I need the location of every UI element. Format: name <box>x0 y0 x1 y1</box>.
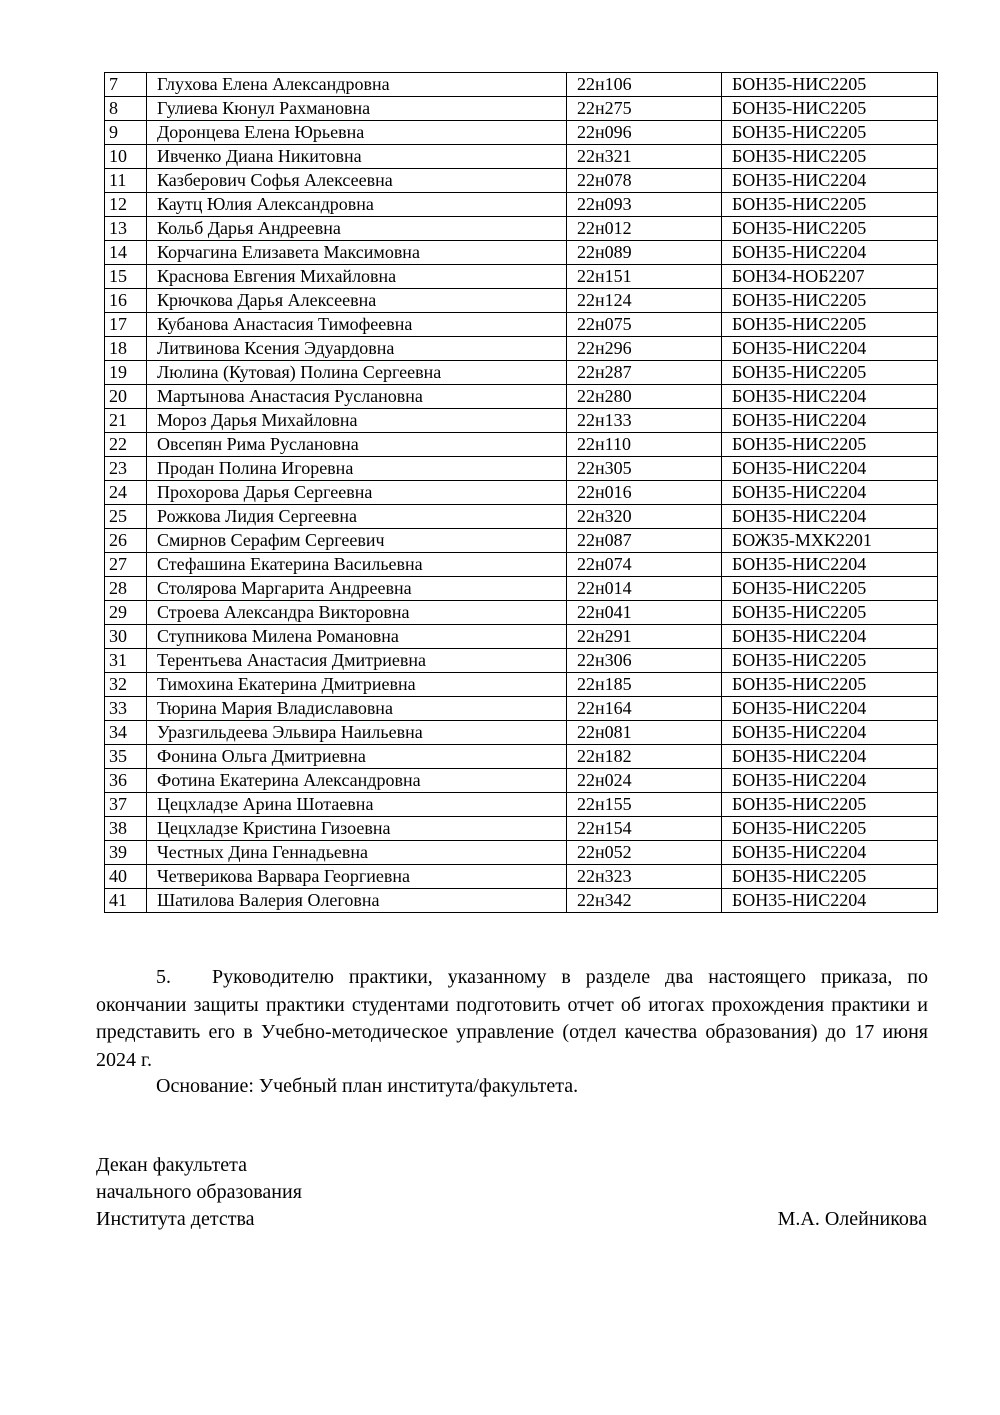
student-name: Строева Александра Викторовна <box>147 601 567 625</box>
student-id: 22н306 <box>567 649 722 673</box>
student-group: БОН35-НИС2204 <box>722 889 938 913</box>
row-number: 9 <box>105 121 147 145</box>
row-number: 26 <box>105 529 147 553</box>
student-name: Прохорова Дарья Сергеевна <box>147 481 567 505</box>
row-number: 10 <box>105 145 147 169</box>
signature-position-line-3: Института детства <box>96 1208 255 1230</box>
row-number: 39 <box>105 841 147 865</box>
student-group: БОН35-НИС2205 <box>722 289 938 313</box>
student-name: Гулиева Кюнул Рахмановна <box>147 97 567 121</box>
table-row <box>105 265 938 289</box>
table-row <box>105 121 938 145</box>
row-number: 13 <box>105 217 147 241</box>
student-group: БОН35-НИС2205 <box>722 73 938 97</box>
paragraph-5 <box>96 964 928 1074</box>
student-group: БОН35-НИС2205 <box>722 97 938 121</box>
row-number: 40 <box>105 865 147 889</box>
student-id: 22н078 <box>567 169 722 193</box>
student-id: 22н275 <box>567 97 722 121</box>
student-id: 22н287 <box>567 361 722 385</box>
student-id: 22н323 <box>567 865 722 889</box>
student-name: Казберович Софья Алексеевна <box>147 169 567 193</box>
table-row <box>105 601 938 625</box>
student-name: Тюрина Мария Владиславовна <box>147 697 567 721</box>
student-id: 22н089 <box>567 241 722 265</box>
table-row <box>105 745 938 769</box>
student-group: БОН35-НИС2205 <box>722 601 938 625</box>
table-row <box>105 337 938 361</box>
row-number: 36 <box>105 769 147 793</box>
row-number: 30 <box>105 625 147 649</box>
row-number: 8 <box>105 97 147 121</box>
table-row <box>105 241 938 265</box>
row-number: 12 <box>105 193 147 217</box>
student-name: Тимохина Екатерина Дмитриевна <box>147 673 567 697</box>
student-id: 22н087 <box>567 529 722 553</box>
row-number: 24 <box>105 481 147 505</box>
student-group: БОН35-НИС2204 <box>722 697 938 721</box>
student-id: 22н291 <box>567 625 722 649</box>
student-group: БОН35-НИС2205 <box>722 817 938 841</box>
row-number: 20 <box>105 385 147 409</box>
student-group: БОН35-НИС2204 <box>722 169 938 193</box>
row-number: 29 <box>105 601 147 625</box>
table-row <box>105 145 938 169</box>
student-id: 22н093 <box>567 193 722 217</box>
table-row <box>105 889 938 913</box>
student-name: Литвинова Ксения Эдуардовна <box>147 337 567 361</box>
student-name: Овсепян Рима Руслановна <box>147 433 567 457</box>
student-id: 22н012 <box>567 217 722 241</box>
student-group: БОН35-НИС2205 <box>722 793 938 817</box>
student-group: БОН35-НИС2205 <box>722 121 938 145</box>
student-name: Цецхладзе Арина Шотаевна <box>147 793 567 817</box>
table-row <box>105 697 938 721</box>
student-group: БОН35-НИС2205 <box>722 361 938 385</box>
student-group: БОН35-НИС2204 <box>722 241 938 265</box>
student-id: 22н185 <box>567 673 722 697</box>
student-name: Столярова Маргарита Андреевна <box>147 577 567 601</box>
student-id: 22н081 <box>567 721 722 745</box>
student-group: БОН35-НИС2205 <box>722 649 938 673</box>
student-group: БОН35-НИС2204 <box>722 505 938 529</box>
student-name: Шатилова Валерия Олеговна <box>147 889 567 913</box>
table-row <box>105 385 938 409</box>
row-number: 23 <box>105 457 147 481</box>
student-group: БОН35-НИС2205 <box>722 313 938 337</box>
row-number: 28 <box>105 577 147 601</box>
row-number: 25 <box>105 505 147 529</box>
student-id: 22н155 <box>567 793 722 817</box>
student-name: Честных Дина Геннадьевна <box>147 841 567 865</box>
row-number: 34 <box>105 721 147 745</box>
table-row <box>105 481 938 505</box>
student-group: БОН35-НИС2204 <box>722 841 938 865</box>
student-group: БОН35-НИС2205 <box>722 145 938 169</box>
table-row <box>105 457 938 481</box>
student-group: БОН35-НИС2204 <box>722 553 938 577</box>
table-row <box>105 289 938 313</box>
student-name: Корчагина Елизавета Максимовна <box>147 241 567 265</box>
signature-position-line-2: начального образования <box>96 1181 302 1203</box>
student-name: Кольб Дарья Андреевна <box>147 217 567 241</box>
student-id: 22н305 <box>567 457 722 481</box>
student-name: Краснова Евгения Михайловна <box>147 265 567 289</box>
student-id: 22н342 <box>567 889 722 913</box>
student-id: 22н075 <box>567 313 722 337</box>
student-name: Смирнов Серафим Сергеевич <box>147 529 567 553</box>
student-group: БОН35-НИС2204 <box>722 481 938 505</box>
row-number: 18 <box>105 337 147 361</box>
table-row <box>105 673 938 697</box>
student-name: Каутц Юлия Александровна <box>147 193 567 217</box>
student-group: БОН35-НИС2205 <box>722 193 938 217</box>
table-row <box>105 841 938 865</box>
student-name: Продан Полина Игоревна <box>147 457 567 481</box>
student-name: Фотина Екатерина Александровна <box>147 769 567 793</box>
student-name: Четверикова Варвара Георгиевна <box>147 865 567 889</box>
student-id: 22н096 <box>567 121 722 145</box>
student-name: Рожкова Лидия Сергеевна <box>147 505 567 529</box>
table-row <box>105 169 938 193</box>
student-name: Мороз Дарья Михайловна <box>147 409 567 433</box>
student-group: БОН35-НИС2204 <box>722 409 938 433</box>
row-number: 38 <box>105 817 147 841</box>
signer-name: М.А. Олейникова <box>777 1208 927 1230</box>
student-name: Кубанова Анастасия Тимофеевна <box>147 313 567 337</box>
student-id: 22н110 <box>567 433 722 457</box>
table-row <box>105 793 938 817</box>
students-table-body <box>105 73 938 913</box>
student-name: Люлина (Кутовая) Полина Сергеевна <box>147 361 567 385</box>
student-group: БОН35-НИС2205 <box>722 577 938 601</box>
table-row <box>105 553 938 577</box>
student-id: 22н321 <box>567 145 722 169</box>
table-row <box>105 865 938 889</box>
student-name: Стефашина Екатерина Васильевна <box>147 553 567 577</box>
student-name: Ступникова Милена Романовна <box>147 625 567 649</box>
student-group: БОН35-НИС2204 <box>722 769 938 793</box>
table-row <box>105 73 938 97</box>
student-group: БОН34-НОБ2207 <box>722 265 938 289</box>
row-number: 15 <box>105 265 147 289</box>
student-group: БОН35-НИС2205 <box>722 217 938 241</box>
student-group: БОН35-НИС2204 <box>722 457 938 481</box>
student-name: Крючкова Дарья Алексеевна <box>147 289 567 313</box>
student-id: 22н024 <box>567 769 722 793</box>
table-row <box>105 769 938 793</box>
row-number: 31 <box>105 649 147 673</box>
row-number: 14 <box>105 241 147 265</box>
row-number: 41 <box>105 889 147 913</box>
student-group: БОН35-НИС2205 <box>722 433 938 457</box>
row-number: 33 <box>105 697 147 721</box>
student-id: 22н041 <box>567 601 722 625</box>
student-id: 22н124 <box>567 289 722 313</box>
student-id: 22н280 <box>567 385 722 409</box>
student-id: 22н016 <box>567 481 722 505</box>
row-number: 27 <box>105 553 147 577</box>
table-row <box>105 721 938 745</box>
table-row <box>105 505 938 529</box>
table-row <box>105 577 938 601</box>
student-id: 22н052 <box>567 841 722 865</box>
student-id: 22н106 <box>567 73 722 97</box>
table-row <box>105 649 938 673</box>
row-number: 11 <box>105 169 147 193</box>
row-number: 35 <box>105 745 147 769</box>
student-group: БОЖ35-МХК2201 <box>722 529 938 553</box>
student-id: 22н133 <box>567 409 722 433</box>
table-row <box>105 625 938 649</box>
student-id: 22н074 <box>567 553 722 577</box>
row-number: 16 <box>105 289 147 313</box>
row-number: 32 <box>105 673 147 697</box>
students-table <box>104 72 938 913</box>
student-group: БОН35-НИС2204 <box>722 337 938 361</box>
row-number: 21 <box>105 409 147 433</box>
student-id: 22н014 <box>567 577 722 601</box>
student-group: БОН35-НИС2204 <box>722 385 938 409</box>
row-number: 7 <box>105 73 147 97</box>
row-number: 22 <box>105 433 147 457</box>
student-group: БОН35-НИС2204 <box>722 721 938 745</box>
student-name: Уразгильдеева Эльвира Наильевна <box>147 721 567 745</box>
student-group: БОН35-НИС2204 <box>722 745 938 769</box>
table-row <box>105 409 938 433</box>
student-id: 22н296 <box>567 337 722 361</box>
row-number: 19 <box>105 361 147 385</box>
row-number: 37 <box>105 793 147 817</box>
student-name: Фонина Ольга Дмитриевна <box>147 745 567 769</box>
table-row <box>105 361 938 385</box>
table-row <box>105 97 938 121</box>
student-name: Глухова Елена Александровна <box>147 73 567 97</box>
student-group: БОН35-НИС2205 <box>722 673 938 697</box>
paragraph-number: 5. <box>156 966 171 988</box>
student-group: БОН35-НИС2205 <box>722 865 938 889</box>
table-row <box>105 433 938 457</box>
student-id: 22н182 <box>567 745 722 769</box>
signature-block <box>96 1152 302 1233</box>
student-id: 22н164 <box>567 697 722 721</box>
student-id: 22н154 <box>567 817 722 841</box>
row-number: 17 <box>105 313 147 337</box>
student-group: БОН35-НИС2204 <box>722 625 938 649</box>
basis-line: Основание: Учебный план института/факультета. <box>156 1075 579 1097</box>
table-row <box>105 529 938 553</box>
student-name: Цецхладзе Кристина Гизоевна <box>147 817 567 841</box>
paragraph-text: Руководителю практики, указанному в разделе два настоящего приказа, по окончании защиты практики студентами подготовить отчет об итогах прохождения практики и представить его в Учебно-методическое управление (отдел качества образования) до 17 июня 2024 г. <box>96 966 928 1071</box>
student-id: 22н320 <box>567 505 722 529</box>
signature-position-line-1: Декан факультета <box>96 1154 247 1176</box>
student-name: Мартынова Анастасия Руслановна <box>147 385 567 409</box>
table-row <box>105 193 938 217</box>
student-name: Терентьева Анастасия Дмитриевна <box>147 649 567 673</box>
student-id: 22н151 <box>567 265 722 289</box>
table-row <box>105 817 938 841</box>
student-name: Доронцева Елена Юрьевна <box>147 121 567 145</box>
table-row <box>105 217 938 241</box>
student-name: Ивченко Диана Никитовна <box>147 145 567 169</box>
table-row <box>105 313 938 337</box>
